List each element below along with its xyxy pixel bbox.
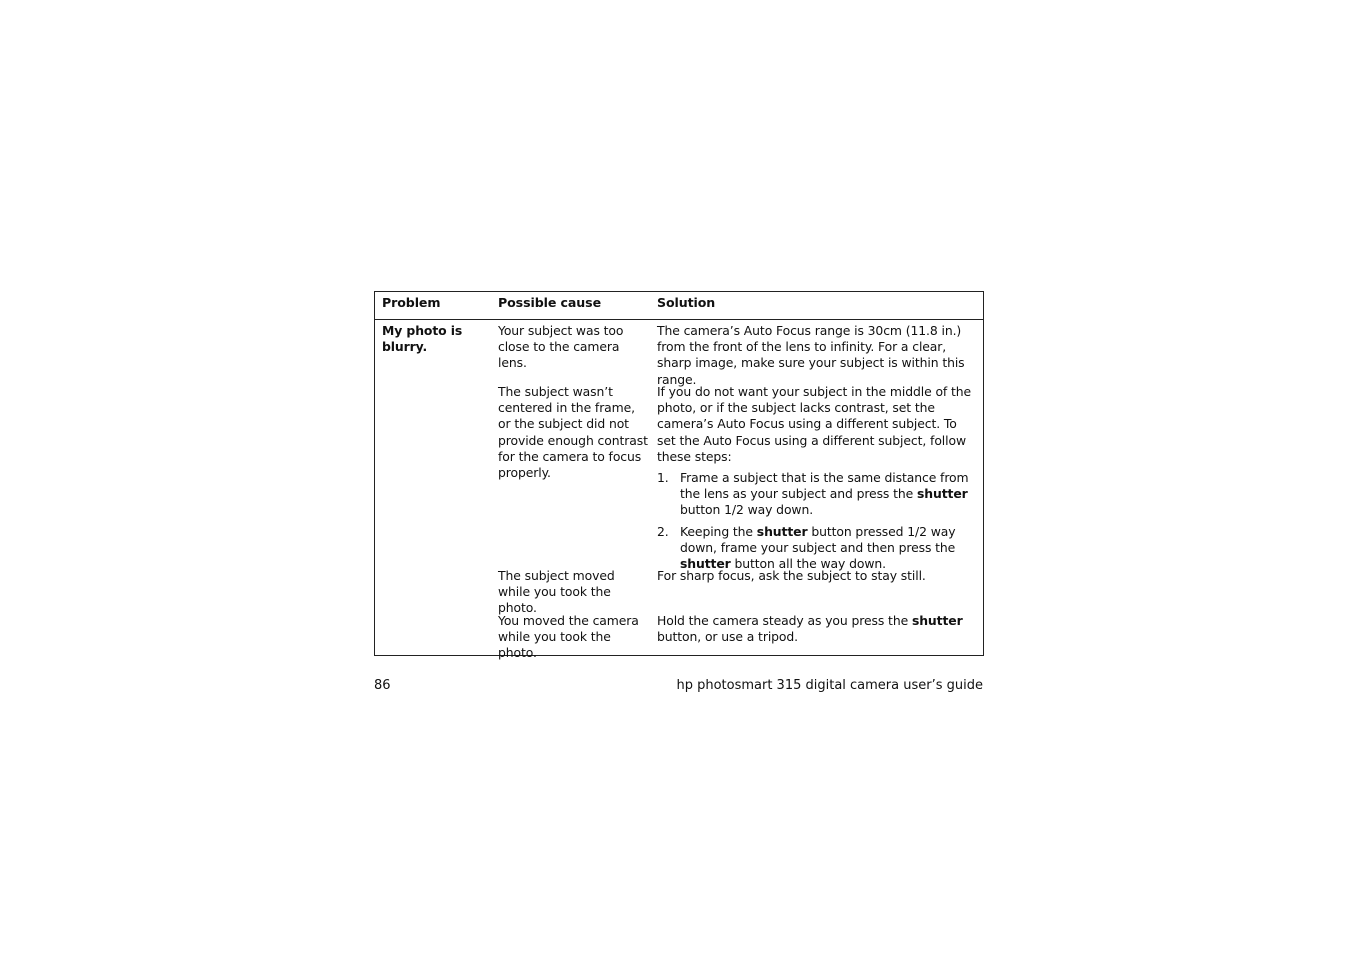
solution-row-4-shutter: shutter [911,613,963,628]
header-solution: Solution [657,295,716,310]
step-1-shutter: shutter [917,486,968,502]
table-header-row [375,292,983,320]
step-1-text-b: button 1/2 way down. [680,502,814,518]
header-possible-cause: Possible cause [498,295,602,310]
solution-row-1: The camera’s Auto Focus range is 30cm (11.8 in.) from the front of the lens to infinity. For a clear, sharp image, make sure your subject is within this range. [657,323,965,387]
step-2-number: 2. [657,523,669,539]
troubleshooting-table [374,291,984,661]
solution-row-4 [657,613,979,645]
step-2 [657,524,979,573]
step-1-number: 1. [657,470,669,486]
solution-row-2 [657,384,979,572]
cause-row-3: The subject moved while you took the photo. [498,568,615,616]
step-2-shutter-1: shutter [756,523,808,539]
step-2-text-c: button all the way down. [730,556,886,572]
cause-row-4: You moved the camera while you took the photo. [498,613,639,661]
step-2-text-b: button pressed 1/2 way down, frame your subject and then press the [680,523,956,555]
step-2-shutter-2: shutter [680,556,731,572]
header-problem: Problem [382,295,441,310]
step-1-text-a: Frame a subject that is the same distance from the lens as your subject and press the [680,470,969,502]
solution-row-4-text-b: button, or use a tripod. [657,629,799,645]
solution-row-4-text-a: Hold the camera steady as you press the [657,613,912,628]
solution-row-2-intro: If you do not want your subject in the middle of the photo, or if the subject lacks contrast, set the camera’s Auto Focus using a different subject. To set the Auto Focus using a different subject, follow these steps: [657,384,972,464]
page-number: 86 [374,678,391,693]
step-1 [657,470,979,519]
cause-row-2: The subject wasn’t centered in the frame, or the subject did not provide enough contrast for the camera to focus properly. [498,384,648,481]
solution-row-3: For sharp focus, ask the subject to stay still. [657,568,926,583]
problem-label: My photo is blurry. [382,323,463,355]
cause-row-1: Your subject was too close to the camera lens. [498,323,624,371]
step-2-text-a: Keeping the [680,523,757,539]
guide-title: hp photosmart 315 digital camera user’s guide [676,678,983,693]
